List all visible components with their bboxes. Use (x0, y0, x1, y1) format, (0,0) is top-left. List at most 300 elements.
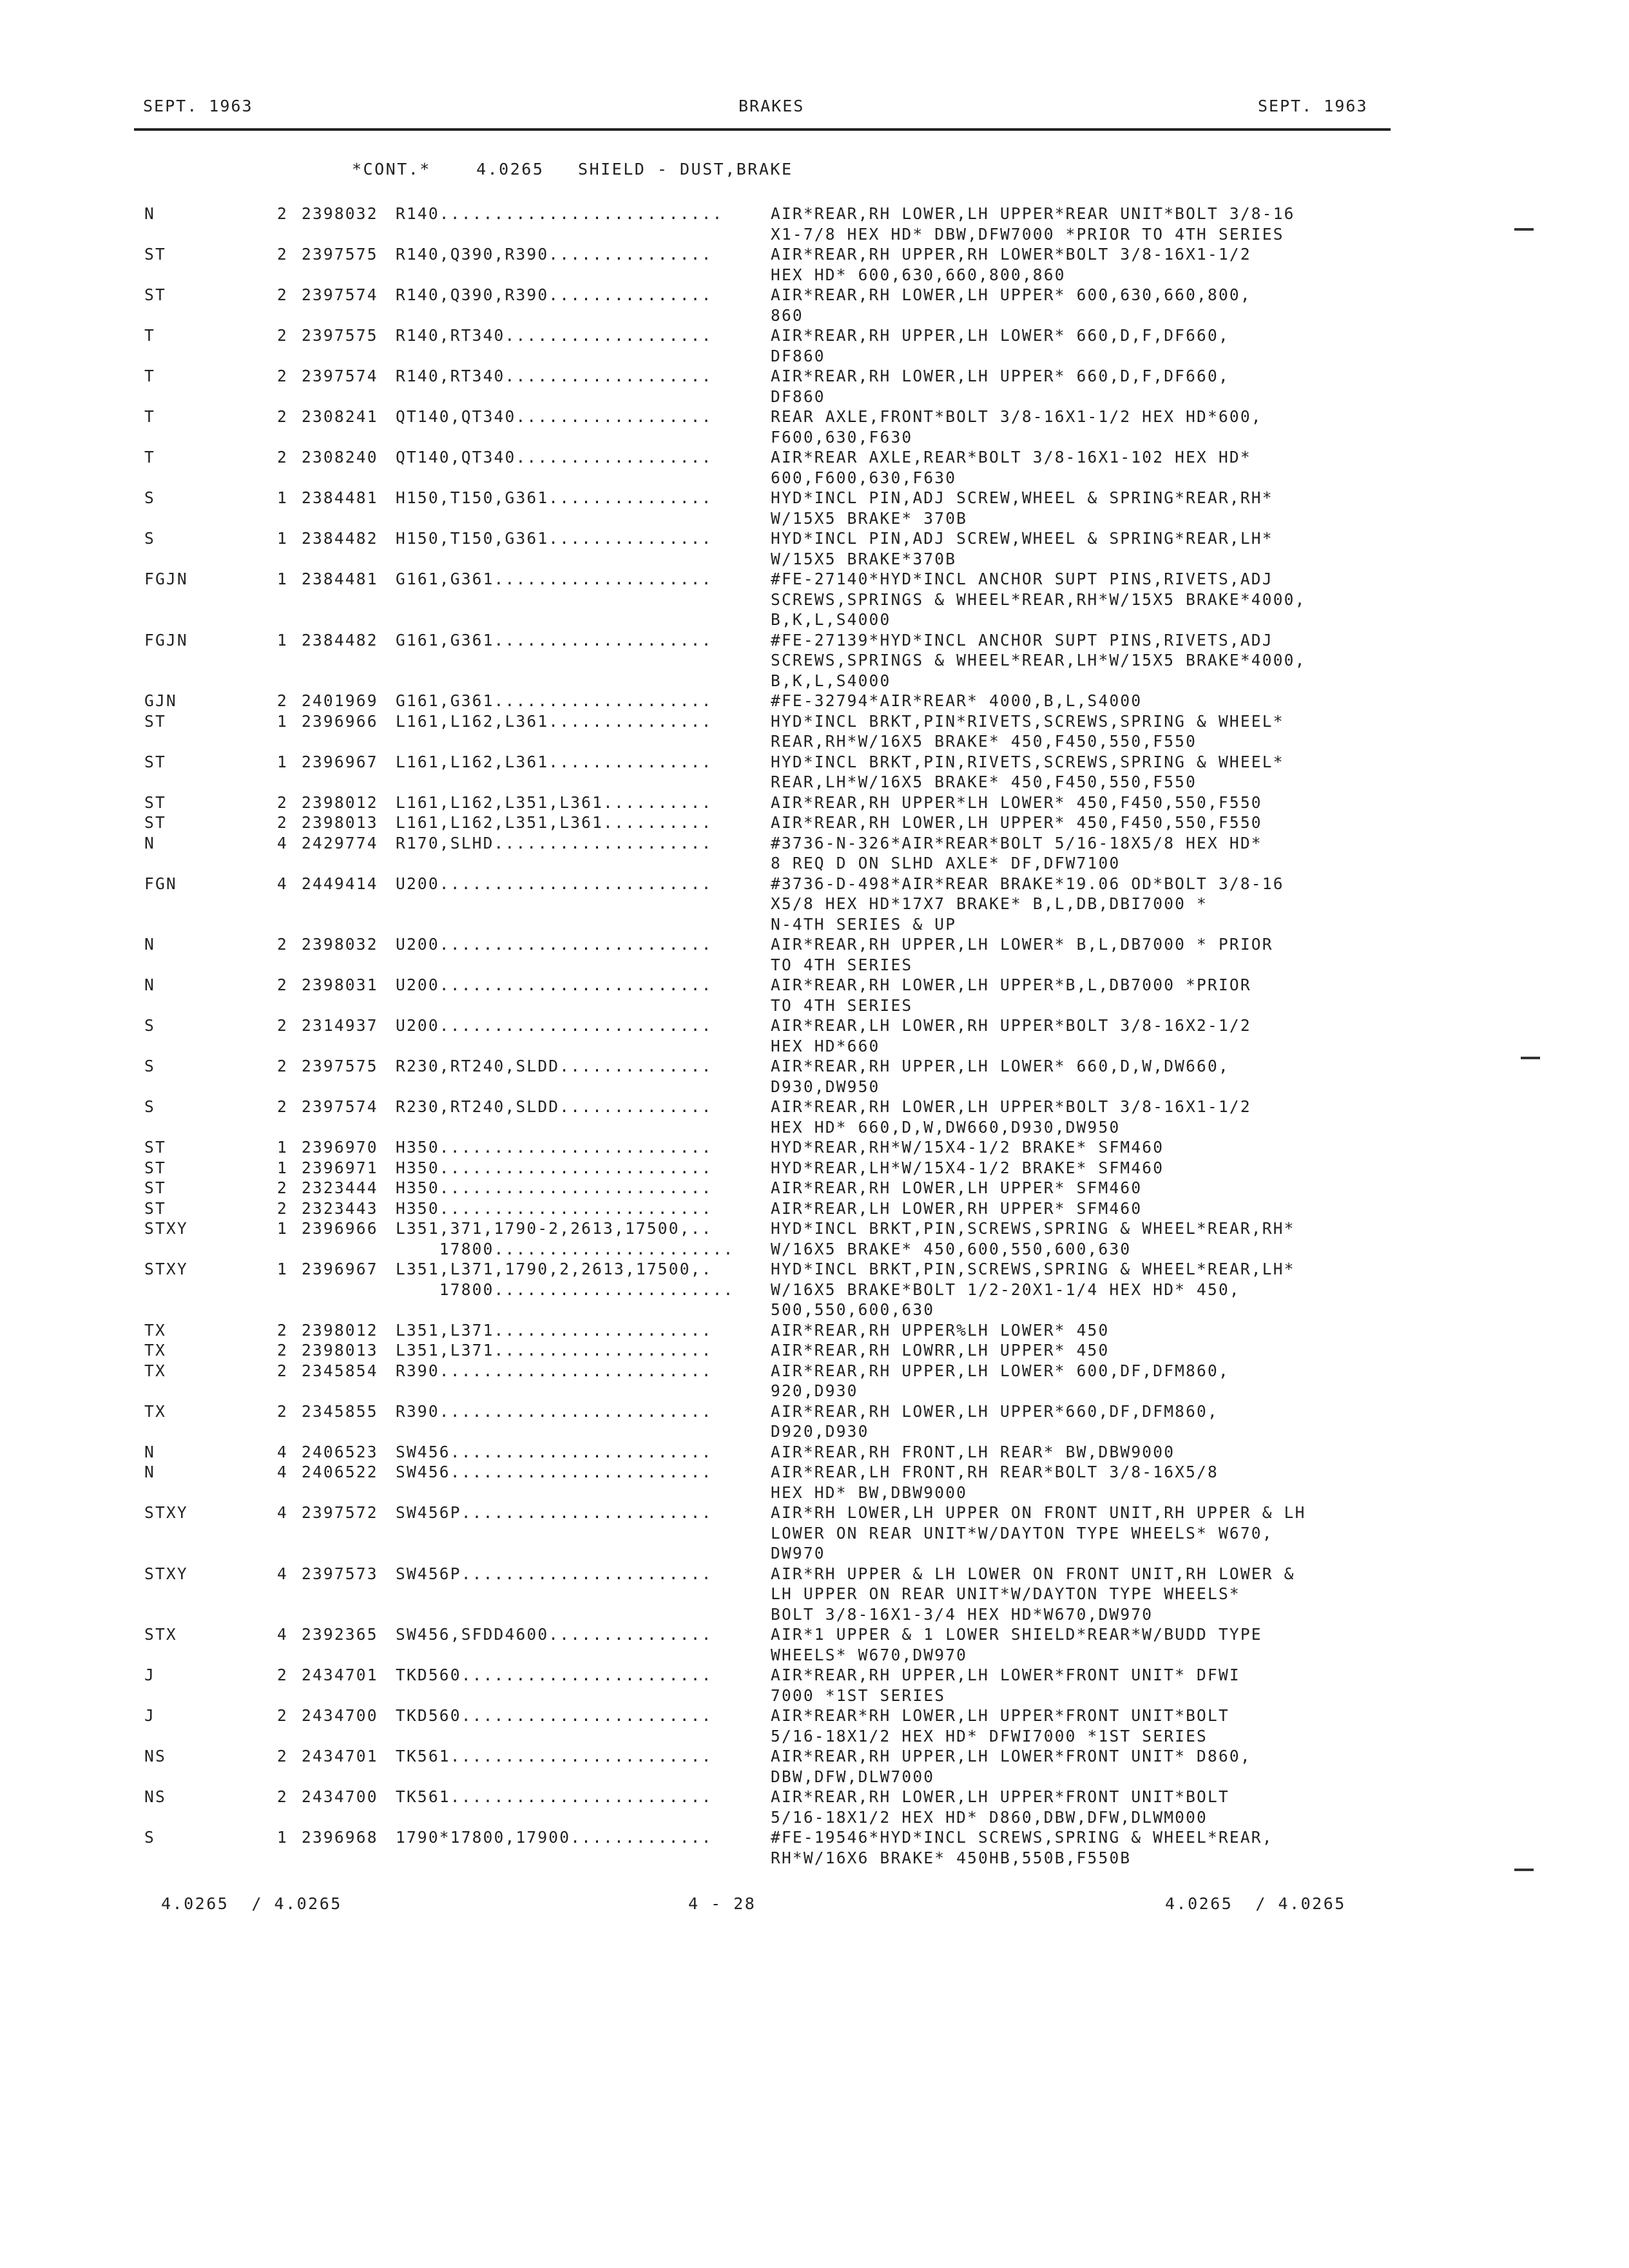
part-number: 2397574 (302, 285, 378, 304)
type-code: N (144, 204, 155, 223)
list-item (0, 812, 1629, 833)
model-list: U200......................... (396, 975, 713, 994)
part-number: 2398012 (302, 1320, 378, 1340)
part-number: 2396968 (302, 1828, 378, 1847)
description-line: AIR*REAR,LH LOWER,RH UPPER* SFM460 (771, 1198, 1142, 1218)
list-item (0, 1137, 1629, 1158)
model-list: TKD560....................... (396, 1706, 713, 1725)
description-line: 600,F600,630,F630 (771, 468, 957, 487)
type-code: S (144, 529, 155, 548)
type-code: ST (144, 285, 166, 304)
list-item (0, 1218, 1629, 1259)
description-line: #FE-32794*AIR*REAR* 4000,B,L,S4000 (771, 691, 1142, 710)
list-item (0, 1462, 1629, 1503)
list-item (0, 1178, 1629, 1198)
list-item (0, 1320, 1629, 1341)
model-list: SW456P....................... (396, 1503, 713, 1522)
list-item (0, 1746, 1629, 1787)
list-item (0, 285, 1629, 325)
description-line: RH*W/16X6 BRAKE* 450HB,550B,F550B (771, 1848, 1132, 1867)
description-line: REAR AXLE,FRONT*BOLT 3/8-16X1-1/2 HEX HD*600, (771, 407, 1262, 426)
part-number: 2434700 (302, 1706, 378, 1725)
type-code: ST (144, 1178, 166, 1197)
quantity: 2 (277, 1178, 288, 1197)
type-code: S (144, 1016, 155, 1035)
part-number: 2392365 (302, 1625, 378, 1644)
part-number: 2396966 (302, 711, 378, 731)
quantity: 1 (277, 630, 288, 649)
list-item (0, 934, 1629, 975)
description-line: DW970 (771, 1544, 825, 1562)
margin-mark (1521, 1057, 1540, 1059)
description-line: HYD*INCL PIN,ADJ SCREW,WHEEL & SPRING*REAR,RH* (771, 488, 1273, 507)
model-list: TK561........................ (396, 1747, 713, 1765)
part-number: 2345854 (302, 1361, 378, 1380)
description-line: #FE-27140*HYD*INCL ANCHOR SUPT PINS,RIVETS,ADJ (771, 570, 1273, 588)
part-number: 2398032 (302, 935, 378, 954)
part-number: 2397575 (302, 245, 378, 264)
model-list: R140.......................... (396, 204, 724, 223)
type-code: S (144, 1097, 155, 1116)
description-line: F600,630,F630 (771, 427, 913, 447)
type-code: NS (144, 1747, 166, 1765)
list-item (0, 1015, 1629, 1056)
part-number: 2396967 (302, 1260, 378, 1278)
description-line: #FE-27139*HYD*INCL ANCHOR SUPT PINS,RIVETS,ADJ (771, 630, 1273, 649)
description-line: W/15X5 BRAKE* 370B (771, 508, 968, 528)
description-line: W/16X5 BRAKE* 450,600,550,600,630 (771, 1239, 1132, 1258)
model-list: L161,L162,L361............... (396, 752, 713, 771)
quantity: 2 (277, 1401, 288, 1421)
type-code: ST (144, 1138, 166, 1157)
quantity: 2 (277, 793, 288, 812)
quantity: 4 (277, 1463, 288, 1481)
footer-left: 4.0265 / 4.0265 (161, 1894, 342, 1913)
description-line: WHEELS* W670,DW970 (771, 1645, 968, 1664)
description-line: AIR*REAR*RH LOWER,LH UPPER*FRONT UNIT*BOLT (771, 1706, 1229, 1725)
type-code: STXY (144, 1564, 188, 1583)
description-line: SCREWS,SPRINGS & WHEEL*REAR,RH*W/15X5 BRAKE*4000, (771, 590, 1306, 609)
list-item (0, 528, 1629, 569)
description-line: AIR*RH UPPER & LH LOWER ON FRONT UNIT,RH LOWER & (771, 1564, 1295, 1583)
description-line: AIR*REAR,RH LOWRR,LH UPPER* 450 (771, 1341, 1110, 1360)
part-number: 2345855 (302, 1401, 378, 1421)
type-code: NS (144, 1787, 166, 1806)
quantity: 4 (277, 874, 288, 893)
quantity: 2 (277, 975, 288, 994)
type-code: FGJN (144, 570, 188, 588)
model-list: U200......................... (396, 935, 713, 954)
model-list: R140,RT340................... (396, 367, 713, 385)
part-number: 2401969 (302, 691, 378, 710)
type-code: ST (144, 1158, 166, 1177)
list-item (0, 244, 1629, 285)
header-rule (134, 128, 1391, 131)
quantity: 1 (277, 1138, 288, 1157)
model-list: U200......................... (396, 1016, 713, 1035)
type-code: FGJN (144, 630, 188, 649)
description-line: AIR*REAR,RH LOWER,LH UPPER* 660,D,F,DF660, (771, 367, 1229, 385)
quantity: 2 (277, 407, 288, 426)
description-line: AIR*REAR,RH UPPER,RH LOWER*BOLT 3/8-16X1-1/2 (771, 245, 1251, 264)
quantity: 2 (277, 285, 288, 304)
part-number: 2398032 (302, 204, 378, 223)
description-line: TO 4TH SERIES (771, 995, 913, 1015)
model-list: H350......................... (396, 1158, 713, 1177)
part-number: 2398013 (302, 813, 378, 832)
quantity: 2 (277, 1341, 288, 1360)
description-line: AIR*REAR,RH UPPER,LH LOWER*FRONT UNIT* DFWI (771, 1666, 1240, 1684)
quantity: 1 (277, 529, 288, 548)
description-line: AIR*REAR,RH LOWER,LH UPPER*FRONT UNIT*BOLT (771, 1787, 1229, 1806)
description-line: HYD*INCL BRKT,PIN,RIVETS,SCREWS,SPRING & WHEEL* (771, 752, 1284, 771)
description-line: HYD*REAR,RH*W/15X4-1/2 BRAKE* SFM460 (771, 1138, 1164, 1157)
description-line: HYD*REAR,LH*W/15X4-1/2 BRAKE* SFM460 (771, 1158, 1164, 1177)
description-line: AIR*REAR,RH LOWER,LH UPPER* 450,F450,550,F550 (771, 813, 1262, 832)
quantity: 4 (277, 1442, 288, 1461)
quantity: 4 (277, 833, 288, 852)
list-item (0, 447, 1629, 488)
description-line: 5/16-18X1/2 HEX HD* DFWI7000 *1ST SERIES (771, 1726, 1208, 1745)
description-line: AIR*RH LOWER,LH UPPER ON FRONT UNIT,RH UPPER & LH (771, 1503, 1306, 1522)
list-item (0, 366, 1629, 407)
part-number: 2398012 (302, 793, 378, 812)
type-code: ST (144, 711, 166, 731)
list-item (0, 1503, 1629, 1564)
list-item (0, 204, 1629, 244)
part-number: 2406523 (302, 1442, 378, 1461)
part-number: 2323443 (302, 1198, 378, 1218)
description-line: X1-7/8 HEX HD* DBW,DFW7000 *PRIOR TO 4TH SERIES (771, 224, 1284, 244)
list-item (0, 1158, 1629, 1178)
quantity: 2 (277, 1097, 288, 1116)
description-line: DF860 (771, 346, 825, 365)
description-line: B,K,L,S4000 (771, 610, 891, 629)
type-code: T (144, 407, 155, 426)
quantity: 2 (277, 1016, 288, 1035)
quantity: 2 (277, 1787, 288, 1806)
list-item (0, 1259, 1629, 1320)
description-line: REAR,RH*W/16X5 BRAKE* 450,F450,550,F550 (771, 732, 1197, 751)
description-line: #3736-D-498*AIR*REAR BRAKE*19.06 OD*BOLT 3/8-16 (771, 874, 1284, 893)
model-list: L351,L371,1790,2,2613,17500,. 17800...................... (396, 1260, 735, 1299)
description-line: HYD*INCL PIN,ADJ SCREW,WHEEL & SPRING*REAR,LH* (771, 529, 1273, 548)
list-item (0, 793, 1629, 813)
part-number: 2308241 (302, 407, 378, 426)
part-number: 2384482 (302, 529, 378, 548)
model-list: QT140,QT340.................. (396, 407, 713, 426)
description-line: AIR*REAR,RH UPPER,LH LOWER*FRONT UNIT* D860, (771, 1747, 1251, 1765)
part-number: 2384481 (302, 570, 378, 588)
list-item (0, 325, 1629, 366)
quantity: 1 (277, 1158, 288, 1177)
margin-mark (1514, 228, 1534, 231)
model-list: H150,T150,G361............... (396, 529, 713, 548)
model-list: H350......................... (396, 1178, 713, 1197)
part-number: 2429774 (302, 833, 378, 852)
list-item (0, 1624, 1629, 1665)
model-list: L351,371,1790-2,2613,17500,.. 17800...................... (396, 1219, 735, 1258)
model-list: G161,G361.................... (396, 630, 713, 649)
description-line: 7000 *1ST SERIES (771, 1686, 946, 1705)
part-number: 2396970 (302, 1138, 378, 1157)
footer-right: 4.0265 / 4.0265 (1165, 1894, 1346, 1913)
quantity: 1 (277, 752, 288, 771)
type-code: S (144, 1057, 155, 1075)
description-line: B,K,L,S4000 (771, 671, 891, 690)
list-item (0, 691, 1629, 711)
model-list: TKD560....................... (396, 1666, 713, 1684)
list-item (0, 1361, 1629, 1401)
model-list: H350......................... (396, 1198, 713, 1218)
description-line: HEX HD*660 (771, 1036, 880, 1055)
part-number: 2397574 (302, 367, 378, 385)
model-list: R230,RT240,SLDD.............. (396, 1057, 713, 1075)
description-line: W/15X5 BRAKE*370B (771, 549, 957, 568)
description-line: D930,DW950 (771, 1077, 880, 1096)
quantity: 2 (277, 813, 288, 832)
quantity: 1 (277, 1828, 288, 1847)
description-line: AIR*REAR,RH LOWER,LH UPPER*660,DF,DFM860, (771, 1401, 1219, 1421)
part-number: 2398013 (302, 1341, 378, 1360)
type-code: STXY (144, 1219, 188, 1238)
list-item (0, 1827, 1629, 1868)
model-list: U200......................... (396, 874, 713, 893)
part-number: 2434701 (302, 1666, 378, 1684)
part-number: 2397575 (302, 1057, 378, 1075)
list-item (0, 1564, 1629, 1625)
header-date-left: SEPT. 1963 (143, 97, 253, 115)
part-number: 2314937 (302, 1016, 378, 1035)
model-list: SW456........................ (396, 1463, 713, 1481)
description-line: AIR*REAR,RH UPPER*LH LOWER* 450,F450,550,F550 (771, 793, 1262, 812)
type-code: N (144, 1463, 155, 1481)
description-line: AIR*REAR,RH LOWER,LH UPPER*BOLT 3/8-16X1-1/2 (771, 1097, 1251, 1116)
type-code: STXY (144, 1260, 188, 1278)
description-line: AIR*REAR,RH LOWER,LH UPPER* SFM460 (771, 1178, 1142, 1197)
model-list: L161,L162,L351,L361.......... (396, 813, 713, 832)
quantity: 2 (277, 691, 288, 710)
model-list: SW456........................ (396, 1442, 713, 1461)
model-list: R140,Q390,R390............... (396, 245, 713, 264)
description-line: HYD*INCL BRKT,PIN,SCREWS,SPRING & WHEEL*REAR,RH* (771, 1219, 1295, 1238)
description-line: AIR*1 UPPER & 1 LOWER SHIELD*REAR*W/BUDD TYPE (771, 1625, 1262, 1644)
model-list: 1790*17800,17900............. (396, 1828, 713, 1847)
quantity: 2 (277, 1320, 288, 1340)
model-list: R170,SLHD.................... (396, 833, 713, 852)
list-item (0, 1097, 1629, 1137)
description-line: AIR*REAR,RH UPPER,LH LOWER* 600,DF,DFM860, (771, 1361, 1229, 1380)
type-code: ST (144, 752, 166, 771)
list-item (0, 874, 1629, 935)
description-line: 5/16-18X1/2 HEX HD* D860,DBW,DFW,DLWM000 (771, 1807, 1208, 1827)
part-number: 2397572 (302, 1503, 378, 1522)
quantity: 2 (277, 448, 288, 466)
model-list: R230,RT240,SLDD.............. (396, 1097, 713, 1116)
type-code: ST (144, 793, 166, 812)
description-line: AIR*REAR,LH FRONT,RH REAR*BOLT 3/8-16X5/8 (771, 1463, 1219, 1481)
parts-list (0, 204, 1629, 1868)
footer-page-number: 4 - 28 (688, 1894, 757, 1913)
model-list: G161,G361.................... (396, 570, 713, 588)
type-code: J (144, 1666, 155, 1684)
description-line: HEX HD* 660,D,W,DW660,D930,DW950 (771, 1117, 1121, 1137)
type-code: T (144, 367, 155, 385)
model-list: L161,L162,L351,L361.......... (396, 793, 713, 812)
part-number: 2449414 (302, 874, 378, 893)
header-section-title: BRAKES (738, 97, 805, 115)
list-item (0, 569, 1629, 630)
quantity: 4 (277, 1564, 288, 1583)
description-line: AIR*REAR,RH UPPER,LH LOWER* 660,D,F,DF660, (771, 326, 1229, 345)
type-code: TX (144, 1320, 166, 1340)
part-number: 2397574 (302, 1097, 378, 1116)
description-line: DBW,DFW,DLW7000 (771, 1767, 935, 1786)
list-item (0, 1442, 1629, 1463)
description-line: LH UPPER ON REAR UNIT*W/DAYTON TYPE WHEELS* (771, 1584, 1240, 1603)
model-list: H350......................... (396, 1138, 713, 1157)
type-code: ST (144, 245, 166, 264)
description-line: AIR*REAR,RH LOWER,LH UPPER*REAR UNIT*BOLT 3/8-16 (771, 204, 1295, 223)
description-line: AIR*REAR,RH UPPER,LH LOWER* B,L,DB7000 * PRIOR (771, 935, 1273, 954)
quantity: 2 (277, 1747, 288, 1765)
description-line: 860 (771, 305, 804, 325)
description-line: HEX HD* BW,DBW9000 (771, 1483, 968, 1502)
quantity: 2 (277, 326, 288, 345)
type-code: T (144, 326, 155, 345)
part-number: 2397573 (302, 1564, 378, 1583)
description-line: TO 4TH SERIES (771, 955, 913, 974)
description-line: #FE-19546*HYD*INCL SCREWS,SPRING & WHEEL*REAR, (771, 1828, 1273, 1847)
type-code: FGN (144, 874, 177, 893)
model-list: R390......................... (396, 1401, 713, 1421)
list-item (0, 711, 1629, 752)
part-number: 2398031 (302, 975, 378, 994)
list-item (0, 752, 1629, 793)
type-code: TX (144, 1401, 166, 1421)
part-number: 2323444 (302, 1178, 378, 1197)
description-line: 500,550,600,630 (771, 1300, 935, 1319)
description-line: AIR*REAR,RH FRONT,LH REAR* BW,DBW9000 (771, 1442, 1175, 1461)
quantity: 2 (277, 204, 288, 223)
list-item (0, 1665, 1629, 1706)
description-line: HYD*INCL BRKT,PIN*RIVETS,SCREWS,SPRING & WHEEL* (771, 711, 1284, 731)
quantity: 1 (277, 570, 288, 588)
part-number: 2384481 (302, 488, 378, 507)
part-number: 2384482 (302, 630, 378, 649)
part-number: 2308240 (302, 448, 378, 466)
list-item (0, 1787, 1629, 1827)
section-title: *CONT.* 4.0265 SHIELD - DUST,BRAKE (352, 160, 793, 178)
description-line: AIR*REAR,RH LOWER,LH UPPER* 600,630,660,800, (771, 285, 1251, 304)
quantity: 1 (277, 1260, 288, 1278)
description-line: AIR*REAR,LH LOWER,RH UPPER*BOLT 3/8-16X2-1/2 (771, 1016, 1251, 1035)
part-number: 2396971 (302, 1158, 378, 1177)
model-list: L351,L371.................... (396, 1320, 713, 1340)
model-list: SW456,SFDD4600............... (396, 1625, 713, 1644)
type-code: N (144, 833, 155, 852)
quantity: 2 (277, 245, 288, 264)
list-item (0, 1401, 1629, 1442)
description-line: HEX HD* 600,630,660,800,860 (771, 265, 1066, 284)
description-line: X5/8 HEX HD*17X7 BRAKE* B,L,DB,DBI7000 * (771, 894, 1208, 913)
model-list: H150,T150,G361............... (396, 488, 713, 507)
quantity: 2 (277, 1198, 288, 1218)
description-line: AIR*REAR,RH UPPER,LH LOWER* 660,D,W,DW660, (771, 1057, 1229, 1075)
model-list: SW456P....................... (396, 1564, 713, 1583)
model-list: L161,L162,L361............... (396, 711, 713, 731)
type-code: ST (144, 813, 166, 832)
type-code: T (144, 448, 155, 466)
list-item (0, 1198, 1629, 1219)
quantity: 4 (277, 1503, 288, 1522)
description-line: HYD*INCL BRKT,PIN,SCREWS,SPRING & WHEEL*REAR,LH* (771, 1260, 1295, 1278)
description-line: #3736-N-326*AIR*REAR*BOLT 5/16-18X5/8 HEX HD* (771, 833, 1262, 852)
type-code: STX (144, 1625, 177, 1644)
quantity: 2 (277, 1666, 288, 1684)
type-code: STXY (144, 1503, 188, 1522)
description-line: DF860 (771, 387, 825, 406)
quantity: 2 (277, 1361, 288, 1380)
quantity: 2 (277, 1706, 288, 1725)
margin-mark (1514, 1869, 1534, 1871)
list-item (0, 1056, 1629, 1097)
model-list: G161,G361.................... (396, 691, 713, 710)
list-item (0, 833, 1629, 874)
quantity: 2 (277, 1057, 288, 1075)
header-date-right: SEPT. 1963 (1258, 97, 1368, 115)
part-number: 2434700 (302, 1787, 378, 1806)
description-line: D920,D930 (771, 1422, 869, 1441)
model-list: R390......................... (396, 1361, 713, 1380)
quantity: 4 (277, 1625, 288, 1644)
quantity: 2 (277, 935, 288, 954)
type-code: TX (144, 1341, 166, 1360)
description-line: AIR*REAR,RH UPPER%LH LOWER* 450 (771, 1320, 1110, 1340)
description-line: LOWER ON REAR UNIT*W/DAYTON TYPE WHEELS* W670, (771, 1523, 1273, 1542)
model-list: L351,L371.................... (396, 1341, 713, 1360)
description-line: REAR,LH*W/16X5 BRAKE* 450,F450,550,F550 (771, 773, 1197, 791)
list-item (0, 630, 1629, 691)
list-item (0, 488, 1629, 528)
part-number: 2396967 (302, 752, 378, 771)
list-item (0, 1706, 1629, 1746)
description-line: AIR*REAR AXLE,REAR*BOLT 3/8-16X1-102 HEX HD* (771, 448, 1251, 466)
part-number: 2434701 (302, 1747, 378, 1765)
quantity: 1 (277, 1219, 288, 1238)
quantity: 1 (277, 488, 288, 507)
model-list: TK561........................ (396, 1787, 713, 1806)
description-line: 920,D930 (771, 1381, 858, 1400)
description-line: N-4TH SERIES & UP (771, 914, 957, 934)
part-number: 2396966 (302, 1219, 378, 1238)
type-code: S (144, 488, 155, 507)
type-code: N (144, 1442, 155, 1461)
model-list: R140,RT340................... (396, 326, 713, 345)
type-code: TX (144, 1361, 166, 1380)
list-item (0, 975, 1629, 1015)
type-code: ST (144, 1198, 166, 1218)
quantity: 1 (277, 711, 288, 731)
description-line: SCREWS,SPRINGS & WHEEL*REAR,LH*W/15X5 BRAKE*4000, (771, 651, 1306, 669)
type-code: N (144, 935, 155, 954)
type-code: N (144, 975, 155, 994)
part-number: 2406522 (302, 1463, 378, 1481)
description-line: 8 REQ D ON SLHD AXLE* DF,DFW7100 (771, 854, 1121, 872)
model-list: QT140,QT340.................. (396, 448, 713, 466)
description-line: W/16X5 BRAKE*BOLT 1/2-20X1-1/4 HEX HD* 450, (771, 1280, 1240, 1299)
type-code: GJN (144, 691, 177, 710)
